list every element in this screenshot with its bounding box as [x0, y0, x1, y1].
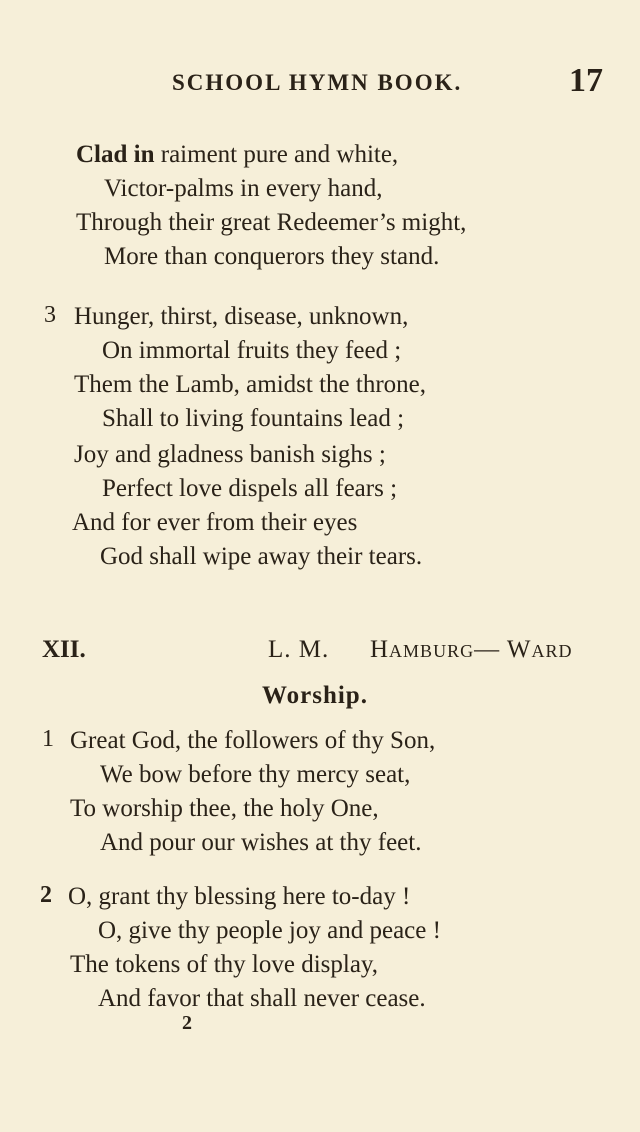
- verse-line: On immortal fruits they feed ;: [102, 337, 402, 364]
- hymn-number: XII.: [42, 636, 86, 663]
- verse-line: Victor-palms in every hand,: [104, 175, 383, 202]
- verse-line: O, grant thy blessing here to-day !: [68, 883, 411, 910]
- verse-line: O, give thy people joy and peace !: [98, 917, 441, 944]
- stanza-number: 1: [42, 726, 54, 752]
- verse-line: And for ever from their eyes: [72, 509, 358, 536]
- page-number: 17: [569, 62, 603, 99]
- verse-line: Through their great Redeemer’s might,: [76, 209, 467, 236]
- verse-line: [76, 140, 398, 170]
- verse-line: Hunger, thirst, disease, unknown,: [74, 303, 409, 330]
- verse-line: Shall to living fountains lead ;: [102, 405, 405, 432]
- stanza-number: 2: [40, 882, 52, 908]
- verse-line: Joy and gladness banish sighs ;: [74, 441, 386, 468]
- verse-line: God shall wipe away their tears.: [100, 543, 423, 570]
- verse-line: The tokens of thy love display,: [70, 951, 379, 978]
- stanza-number: 3: [44, 302, 56, 328]
- running-title: SCHOOL HYMN BOOK.: [172, 70, 463, 95]
- hymn-meter: L. M.: [268, 636, 330, 663]
- verse-line: Great God, the followers of thy Son,: [70, 727, 436, 754]
- hymn-topic: Worship.: [262, 682, 368, 709]
- verse-line: And pour our wishes at thy feet.: [100, 829, 422, 856]
- hymn-tune: Hamburg— Ward: [370, 636, 573, 663]
- verse-line: Them the Lamb, amidst the throne,: [74, 371, 426, 398]
- verse-line: Perfect love dispels all fears ;: [102, 475, 398, 502]
- verse-line: To worship thee, the holy One,: [70, 795, 379, 822]
- verse-line: And favor that shall never cease.: [98, 985, 426, 1012]
- verse-line-rest: raiment pure and white,: [154, 141, 399, 168]
- verse-line-bold: Clad in: [76, 141, 155, 168]
- verse-line: We bow before thy mercy seat,: [100, 761, 411, 788]
- signature-mark: 2: [182, 1012, 192, 1034]
- verse-line: More than conquerors they stand.: [104, 243, 440, 270]
